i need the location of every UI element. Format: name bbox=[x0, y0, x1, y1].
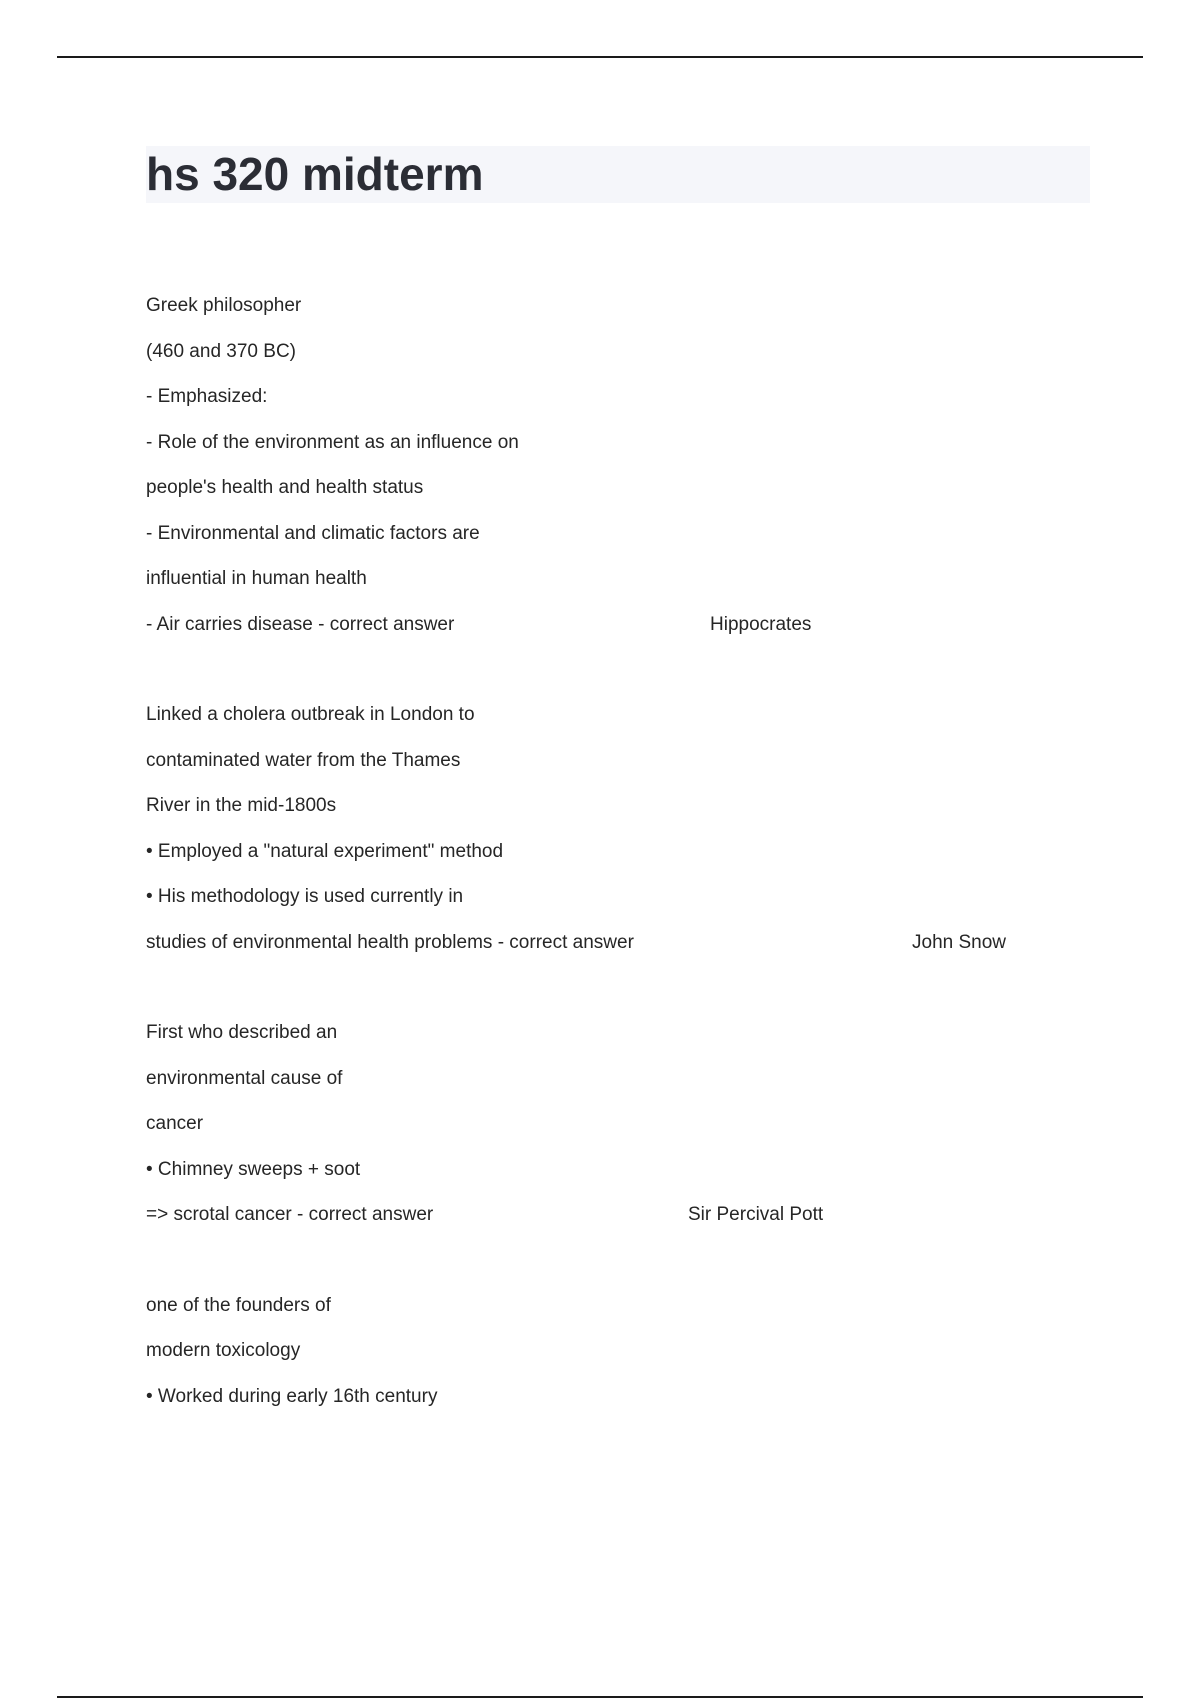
page-title: hs 320 midterm bbox=[146, 148, 484, 200]
question-line: environmental cause of bbox=[146, 1067, 343, 1089]
question-line: First who described an bbox=[146, 1022, 338, 1043]
question-text: - Air carries disease - correct answer bbox=[146, 613, 455, 635]
title-bar bbox=[146, 146, 1090, 203]
flashcard bbox=[146, 695, 1090, 968]
question-line: modern toxicology bbox=[146, 1340, 301, 1361]
flashcard-list bbox=[146, 286, 1090, 1467]
question-line: • Employed a "natural experiment" method bbox=[146, 840, 504, 862]
question-line-with-answer bbox=[146, 923, 1090, 969]
question-text: => scrotal cancer - correct answer bbox=[146, 1204, 434, 1225]
answer-text: Sir Percival Pott bbox=[688, 1204, 824, 1225]
question-line: Greek philosopher bbox=[146, 295, 302, 316]
answer-text: Hippocrates bbox=[710, 613, 812, 635]
question-text: studies of environmental health problems - correct answer bbox=[146, 931, 634, 953]
question-line: one of the founders of bbox=[146, 1294, 331, 1316]
question-line: people's health and health status bbox=[146, 477, 424, 498]
question-line: River in the mid-1800s bbox=[146, 795, 337, 816]
question-line: contaminated water from the Thames bbox=[146, 749, 461, 771]
top-rule bbox=[57, 56, 1143, 58]
flashcard bbox=[146, 286, 1090, 650]
question-line: • His methodology is used currently in bbox=[146, 886, 464, 907]
question-line: • Chimney sweeps + soot bbox=[146, 1158, 361, 1180]
answer-text: John Snow bbox=[912, 931, 1007, 953]
question-line: (460 and 370 BC) bbox=[146, 340, 296, 362]
flashcard bbox=[146, 1013, 1090, 1241]
flashcard bbox=[146, 1286, 1090, 1423]
question-line-with-answer bbox=[146, 1195, 1090, 1241]
question-line: influential in human health bbox=[146, 568, 367, 589]
question-line: Linked a cholera outbreak in London to bbox=[146, 704, 475, 725]
question-line: • Worked during early 16th century bbox=[146, 1385, 438, 1407]
question-line-with-answer bbox=[146, 605, 1090, 651]
question-line: - Environmental and climatic factors are bbox=[146, 522, 480, 544]
question-line: - Emphasized: bbox=[146, 386, 268, 407]
bottom-rule bbox=[57, 1696, 1143, 1698]
question-line: - Role of the environment as an influence on bbox=[146, 431, 519, 453]
question-line: cancer bbox=[146, 1113, 204, 1134]
